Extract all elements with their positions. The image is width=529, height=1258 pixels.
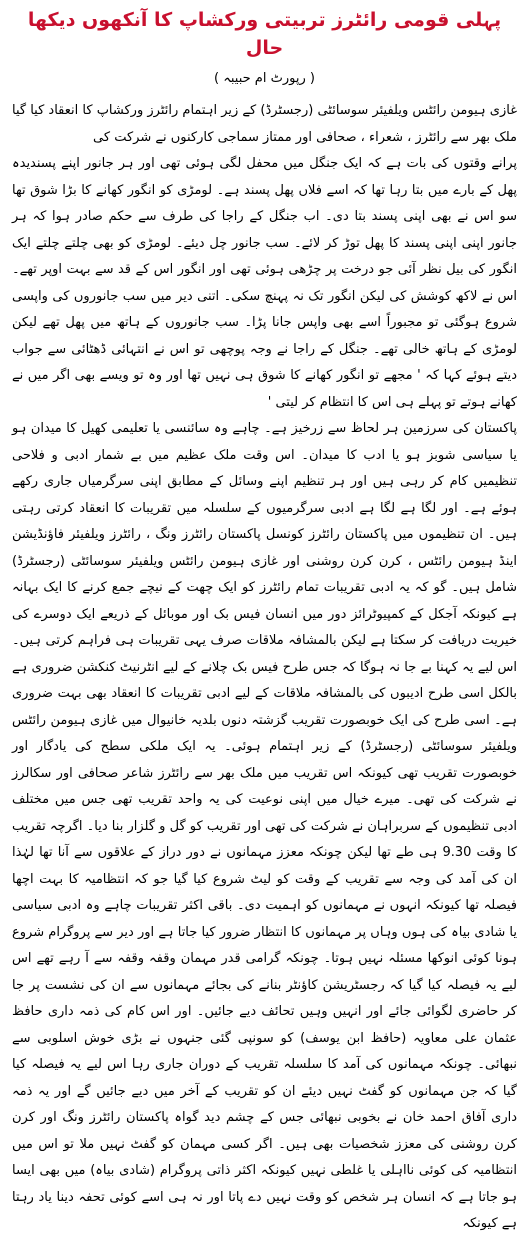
article-byline: ( رپورٹ ام حبیبہ ): [214, 71, 315, 86]
article-paragraph-story: پرانے وقتوں کی بات ہے کہ ایک جنگل میں محفل لگی ہوئی تھی اور ہر جانور اپنے پسندیدہ پھل کے بارے میں بتا رہا تھا کہ اسے فلاں پھل پسند ہے۔ لومڑی کو انگور کھانے کا بڑا شوق تھا سو اس نے بھی اپنی پسند بتا دی۔ اب جنگل کے راجا کی طرف سے حکم صادر ہوا کہ ہر جانور اپنی اپنی پسند کا پھل توڑ کر لائے۔ سب جانور چل دیئے۔ لومڑی کو بھی چلتے چلتے ایک انگور کی بیل نظر آئی جو درخت پر چڑھی ہوئی تھی اور انگور اس کے قد سے بہت اوپر تھے۔ اس نے لاکھ کوشش کی لیکن انگور تک نہ پہنچ سکی۔ اتنی دیر میں سب جانوروں کی واپسی شروع ہوگئی تو مجبوراً اسے بھی واپس جانا پڑا۔ سب جانوروں کے ہاتھ میں پھل تھے لیکن لومڑی کے ہاتھ خالی تھے۔ جنگل کے راجا نے وجہ پوچھی تو اس نے انتہائی ڈھٹائی سے جواب دیتے ہوئے کہا کہ ' مجھے تو انگور کھانے کا شوق ہی نہیں تھا اور وہ تو ویسے بھی اگر میں نے کھانے ہوتے تو پہلے ہی اس کا انتظام کر لیتی ': [12, 156, 517, 410]
article-headline: پہلی قومی رائٹرز تربیتی ورکشاپ کا آنکھوں دیکھا حال: [27, 9, 502, 59]
article-paragraph-intro: غازی ہیومن رائٹس ویلفیئر سوسائٹی (رجسٹرڈ) کے زیر اہتمام رائٹرز ورکشاپ کا انعقاد کیا گیا ملک بھر سے رائٹرز ، شعراء ، صحافی اور ممتاز سماجی کارکنوں نے شرکت کی: [12, 103, 517, 145]
article-paragraph-report: پاکستان کی سرزمین ہر لحاظ سے زرخیز ہے۔ چاہے وہ سائنسی یا تعلیمی کھیل کا میدان ہو یا سیاسی شوبز ہو یا ادب کا میدان۔ اس وقت ملک عظیم میں بے شمار ادبی و فلاحی تنظیمیں کام کر رہی ہیں اور ہر تنظیم اپنے وسائل کے مطابق اپنی سرگرمیاں جاری رکھے ہوئے ہے۔ اور لگا ہے لگا ہے ادبی سرگرمیوں کے سلسلہ میں تقریبات کا انعقاد کرتی رہتی ہیں۔ ان تنظیموں میں پاکستان رائٹرز کونسل پاکستان رائٹرز ونگ ، رائٹرز ویلفیئر فاؤنڈیشن اینڈ ہیومن رائٹس ، کرن کرن روشنی اور غازی ہیومن رائٹس ویلفیئر سوسائٹی (رجسٹرڈ) شامل ہیں۔ گو کہ یہ ادبی تقریبات تمام رائٹرز کو ایک چھت کے نیچے جمع کرنے کا ایک بہانہ ہے کیونکہ آجکل کے کمپیوٹرائز دور میں انسان فیس بک اور موبائل کے ذریعے ایک دوسرے کی خیریت دریافت کر سکتا ہے لیکن بالمشافہ ملاقات صرف یہی تقریبات ہی فراہم کرتی ہیں۔ اس لیے یہ کہنا بے جا نہ ہوگا کہ جس طرح فیس بک چلانے کے لیے انٹرنیٹ کنکشن ضروری ہے بالکل اسی طرح ادیبوں کی بالمشافہ ملاقات کے لیے ادبی تقریبات کا انعقاد بھی بہت ضروری ہے۔ اسی طرح کی ایک خوبصورت تقریب گزشتہ دنوں بلدیہ خانیوال میں غازی ہیومن رائٹس ویلفیئر سوسائٹی (رجسٹرڈ) کے زیر اہتمام ہوئی۔ یہ ایک ملکی سطح کی یادگار اور خوبصورت تقریب تھی کیونکہ اس تقریب میں ملک بھر سے رائٹرز شاعر صحافی اور سکالرز نے شرکت کی تھی۔ میرے خیال میں اپنی نوعیت کی یہ واحد تقریب تھی جس میں مختلف ادبی تنظیموں کے سربراہان نے شرکت کی تھی اور تقریب کو گل و گلزار بنا دیا۔ اگرچہ تقریب کا وقت 9.30 ہی طے تھا لیکن چونکہ معزز مہمانوں نے دور دراز کے علاقوں سے آنا تھا لہٰذا ان کی آمد کی وجہ سے تقریب کے وقت کو لیٹ شروع کیا گیا جو کہ انتظامیہ کا بہت اچھا فیصلہ تھا کیونکہ انہوں نے مہمانوں کو اہمیت دی۔ باقی اکثر تقریبات چاہے وہ ادبی سیاسی یا شادی بیاہ کی ہوں وہاں پر مہمانوں کا انتظار ضرور کیا جاتا ہے اور دیر سے پروگرام شروع ہونا کوئی انوکھا مسئلہ نہیں ہوتا۔ چونکہ گرامی قدر مہمان وقفہ وقفہ سے آ رہے تھے اس لیے یہ فیصلہ کیا گیا کہ رجسٹریشن کاؤنٹر بنانے کی بجائے مہمانوں سے ان کی نشست پر جا کر حاضری لگوائی جائے اور انہیں وہیں تحائف دیے جائیں۔ اور اس کام کی ذمہ داری حافظ عثمان علی معاویہ (حافظ ابن یوسف) کو سونپی گئی جنہوں نے بڑی خوش اسلوبی سے نبھائی۔ چونکہ مہمانوں کی آمد کا سلسلہ تقریب کے دوران جاری رہا اس لیے یہ فیصلہ کیا گیا کہ جن مہمانوں کو گفٹ نہیں دیئے ان کو تقریب کے آخر میں دیے جائیں گے اور یہ ذمہ داری آفاق احمد خان نے بخوبی نبھائی جس کے چشم دید گواہ پاکستان رائٹرز ونگ اور کرن کرن روشنی کی معزز شخصیات بھی ہیں۔ اگر کسی مہمان کو گفٹ نہیں ملا تو اس میں انتظامیہ کی کوئی نااہلی یا غلطی نہیں کیونکہ اکثر ذاتی پروگرام (شادی بیاہ) میں بھی ایسا ہو جاتا ہے کہ انسان ہر شخص کو وقت نہیں دے پاتا اور نہ ہی اسے کوئی تحفہ دینا یاد رہتا ہے کیونکہ: [12, 421, 518, 1231]
